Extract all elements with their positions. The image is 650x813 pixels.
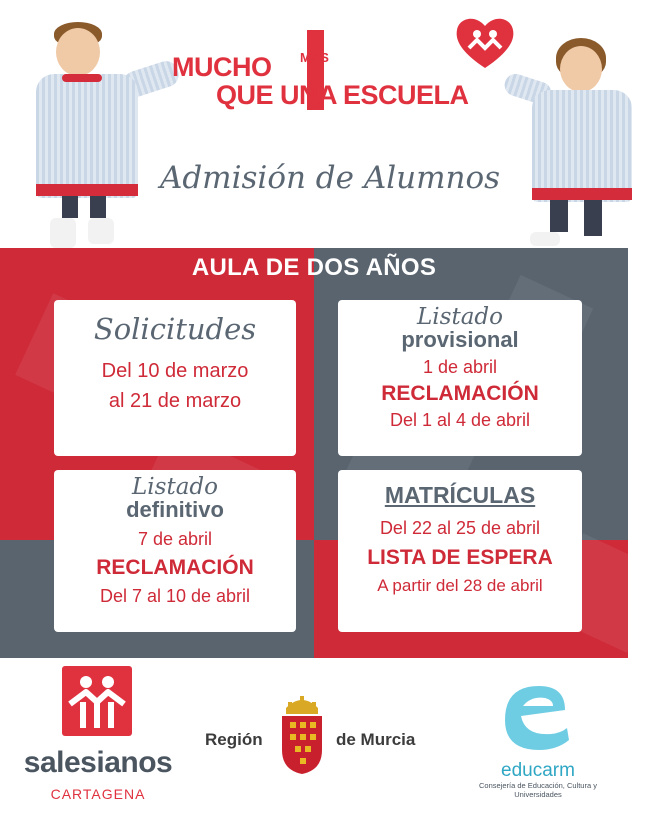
educarm-wordmark: educarm — [501, 760, 575, 781]
card-title-bold: provisional — [401, 327, 519, 352]
child-photo-left — [28, 18, 178, 250]
card-listado-provisional — [338, 300, 582, 456]
region-label-right: de Murcia — [336, 730, 416, 749]
salesianos-wordmark: salesianos — [23, 746, 173, 779]
brand-logo — [172, 30, 482, 110]
footer-logos — [0, 660, 650, 813]
salesianos-logo-icon — [62, 666, 132, 736]
card-dates: Del 22 al 25 de abril — [379, 517, 541, 538]
card-claim-label: RECLAMACIÓN — [96, 555, 254, 579]
card-title: MATRÍCULAS — [384, 482, 536, 508]
card-line2: al 21 de marzo — [108, 389, 242, 412]
card-title-script: Listado — [132, 474, 218, 500]
salesianos-location: CARTAGENA — [50, 786, 146, 802]
header-section — [0, 0, 650, 248]
region-label-left: Región — [205, 730, 263, 749]
card-title-bold: definitivo — [126, 497, 224, 522]
educarm-subtitle: Consejería de Educación, Cultura y Universidades — [479, 781, 597, 799]
brand-line2: QUE UNA ESCUELA — [216, 80, 469, 110]
card-title-script: Listado — [417, 304, 503, 330]
card-claim-dates: Del 1 al 4 de abril — [389, 410, 531, 431]
section-heading: AULA DE DOS AÑOS — [191, 254, 437, 281]
child-photo-right — [502, 38, 642, 248]
card-date: 7 de abril — [137, 529, 213, 550]
page-subtitle: Admisión de Alumnos — [159, 160, 501, 196]
card-waitlist-dates: A partir del 28 de abril — [377, 576, 543, 596]
murcia-shield-icon — [276, 694, 328, 776]
card-line1: Del 10 de marzo — [101, 359, 249, 382]
card-solicitudes — [54, 300, 296, 456]
card-listado-definitivo — [54, 470, 296, 632]
card-claim-label: RECLAMACIÓN — [381, 381, 539, 405]
card-date: 1 de abril — [422, 357, 498, 378]
card-waitlist-label: LISTA DE ESPERA — [367, 546, 553, 570]
educarm-logo-icon — [495, 676, 575, 756]
card-matriculas — [338, 470, 582, 632]
brand-line1: MUCHO — [172, 52, 272, 82]
card-title: Solicitudes — [93, 312, 257, 346]
brand-mas: MÁS — [300, 50, 329, 65]
card-claim-dates: Del 7 al 10 de abril — [99, 586, 251, 607]
